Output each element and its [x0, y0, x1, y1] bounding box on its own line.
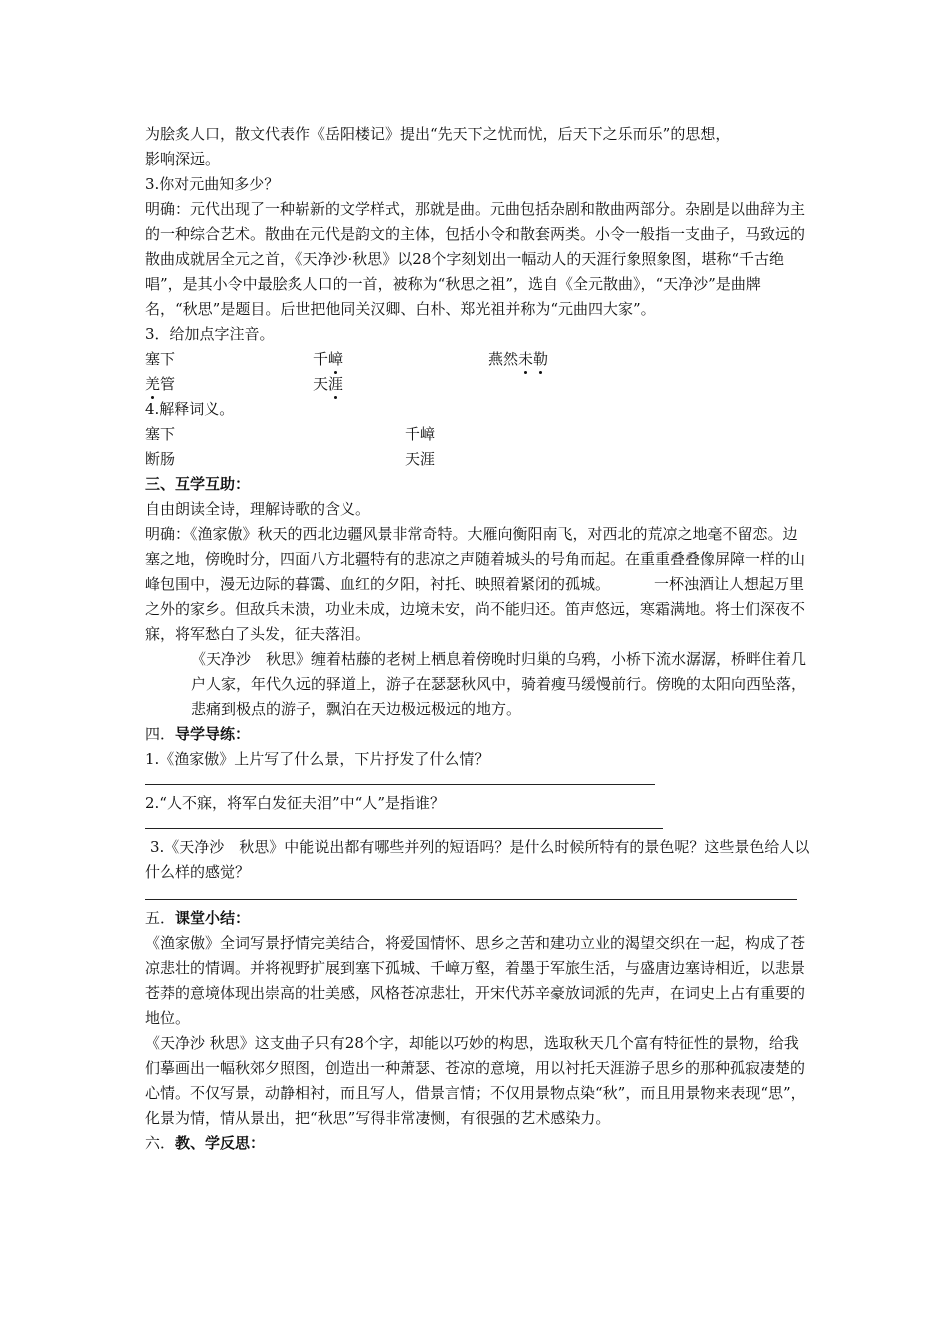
explain-word-3: 断肠 — [145, 450, 176, 468]
answer-line-1[interactable] — [145, 784, 655, 785]
section3-instruction: 自由朗读全诗，理解诗歌的含义。 — [145, 500, 371, 518]
section5-heading: 五．课堂小结： — [145, 909, 251, 927]
pinyin-word-qianzhang: 千嶂 — [313, 347, 343, 372]
yuanqu-question: 3.你对元曲知多少？ — [145, 175, 280, 193]
pinyin-word-qiangguan: 羌管 — [145, 372, 175, 397]
section3-answer-2: 《天净沙 秋思》缠着枯藤的老树上栖息着傍晚时归巢的乌鸦，小桥下流水潺潺，桥畔住着几户人家，年代久远的驿道上，游子在瑟瑟秋风中，骑着瘦马缓慢前行。傍晚的太阳向西坠落，悲痛到极点的游子，飘泊在天边极远极远的地方。 — [191, 650, 807, 718]
intro-line-1: 为脍炙人口，散文代表作《岳阳楼记》提出“先天下之忧而忧，后天下之乐而乐”的思想， — [145, 125, 731, 143]
explain-word-2: 千嶂 — [405, 425, 436, 443]
explain-heading: 4.解释词义。 — [145, 400, 235, 418]
pinyin-word-tianya: 天涯 — [313, 372, 343, 397]
explain-row-1 — [145, 422, 810, 447]
pinyin-word-saixia: 塞下 — [145, 350, 176, 368]
section4-question-1: 1.《渔家傲》上片写了什么景，下片抒发了什么情？ — [145, 750, 490, 768]
section4-question-2: 2.“人不寐，将军白发征夫泪”中“人”是指谁？ — [145, 794, 445, 812]
document-page — [145, 122, 810, 1156]
explain-word-1: 塞下 — [145, 425, 176, 443]
pinyin-word-yanranweile: 燕然未勒 — [488, 347, 548, 372]
pinyin-row-1 — [145, 347, 810, 372]
section4-heading: 四．导学导练： — [145, 725, 251, 743]
section4-question-3: 3.《天净沙 秋思》中能说出都有哪些并列的短语吗？是什么时候所特有的景色呢？这些景色给人以什么样的感觉？ — [145, 838, 810, 881]
section5-summary-2: 《天净沙 秋思》这支曲子只有28个字，却能以巧妙的构思，选取秋天几个富有特征性的景物，给我们摹画出一幅秋郊夕照图，创造出一种萧瑟、苍凉的意境，用以衬托天涯游子思乡的那种孤寂凄楚的心情。不仅写景，动静相衬，而且写人，借景言情；不仅用景物点染“秋”，而且用景物来表现“思”，化景为情，情从景出，把“秋思”写得非常凄恻，有很强的艺术感染力。 — [145, 1034, 806, 1127]
intro-line-2: 影响深远。 — [145, 150, 221, 168]
section6-heading: 六．教、学反思： — [145, 1134, 266, 1152]
section3-answer-1: 明确：《渔家傲》秋天的西北边疆风景非常奇特。大雁向衡阳南飞，对西北的荒凉之地毫不留恋。边塞之地，傍晚时分，四面八方北疆特有的悲凉之声随着城头的号角而起。在重重叠叠像屏障一样的山峰包围中，漫无边际的暮霭、血红的夕阳，衬托、映照着紧闭的孤城。 一杯浊酒让人想起万里之外的家乡。但敌兵未溃，功业未成，边境未安，尚不能归还。笛声悠远，寒霜满地。将士们深夜不寐，将军愁白了头发，征夫落泪。 — [145, 525, 806, 643]
yuanqu-answer: 明确：元代出现了一种崭新的文学样式，那就是曲。元曲包括杂剧和散曲两部分。杂剧是以曲辞为主的一种综合艺术。散曲在元代是韵文的主体，包括小令和散套两类。小令一般指一支曲子，马致远的散曲成就居全元之首，《天净沙·秋思》以28个字刻划出一幅动人的天涯行象照象图，堪称“千古绝唱”，是其小令中最脍炙人口的一首，被称为“秋思之祖”，选自《全元散曲》，“天净沙”是曲牌名，“秋思”是题目。后世把他同关汉卿、白朴、郑光祖并称为“元曲四大家”。 — [145, 200, 806, 318]
explain-word-4: 天涯 — [405, 450, 436, 468]
answer-line-2[interactable] — [145, 828, 663, 829]
explain-row-2 — [145, 447, 810, 472]
section5-summary-1: 《渔家傲》全词写景抒情完美结合，将爱国情怀、思乡之苦和建功立业的渴望交织在一起，构成了苍凉悲壮的情调。并将视野扩展到塞下孤城、千嶂万壑，着墨于军旅生活，与盛唐边塞诗相近，以悲景苍莽的意境体现出崇高的壮美感，风格苍凉悲壮，开宋代苏辛豪放词派的先声，在词史上占有重要的地位。 — [145, 934, 806, 1027]
answer-line-3[interactable] — [145, 899, 797, 900]
pinyin-row-2 — [145, 372, 810, 397]
section3-heading: 三、互学互助： — [145, 475, 251, 493]
pinyin-heading: 3．给加点字注音。 — [145, 325, 275, 343]
